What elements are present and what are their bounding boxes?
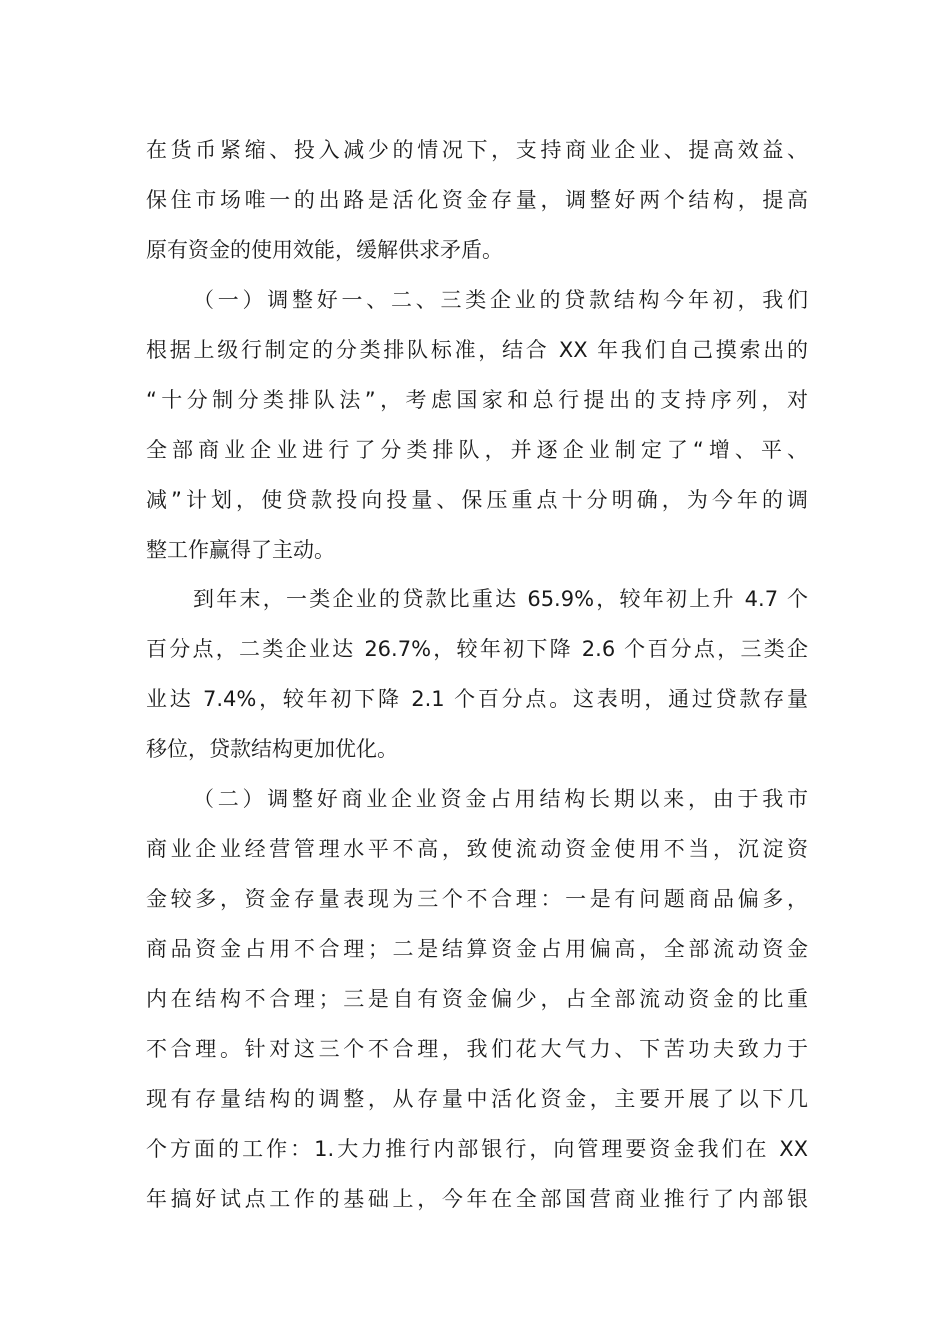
text-line: 减”计划，使贷款投向投量、保压重点十分明确，为今年的调 [146,488,808,512]
text-line: 金较多，资金存量表现为三个不合理：一是有问题商品偏多， [146,887,808,911]
text-line: （一）调整好一、二、三类企业的贷款结构今年初，我们 [193,288,808,312]
text-line: 原有资金的使用效能，缓解供求矛盾。 [146,238,503,262]
text-line: 在货币紧缩、投入减少的情况下，支持商业企业、提高效益、 [146,138,808,162]
text-line: （二）调整好商业企业资金占用结构长期以来，由于我市 [193,787,808,811]
text-line: 根据上级行制定的分类排队标准，结合 XX 年我们自己摸索出的 [146,338,808,362]
text-line: 不合理。针对这三个不合理，我们花大气力、下苦功夫致力于 [146,1037,808,1061]
text-line: 个方面的工作：1.大力推行内部银行，向管理要资金我们在 XX [146,1137,808,1161]
text-line: 到年末，一类企业的贷款比重达 65.9%，较年初上升 4.7 个 [193,587,808,611]
text-line: 移位，贷款结构更加优化。 [146,737,398,761]
text-line: 现有存量结构的调整，从存量中活化资金，主要开展了以下几 [146,1087,808,1111]
text-line: 商业企业经营管理水平不高，致使流动资金使用不当，沉淀资 [146,837,808,861]
text-line: 百分点，二类企业达 26.7%，较年初下降 2.6 个百分点，三类企 [146,637,808,661]
text-line: 保住市场唯一的出路是活化资金存量，调整好两个结构，提高 [146,188,808,212]
text-line: 年搞好试点工作的基础上，今年在全部国营商业推行了内部银 [146,1187,808,1211]
text-line: 全部商业企业进行了分类排队，并逐企业制定了“增、平、 [146,438,808,462]
text-line: 业达 7.4%，较年初下降 2.1 个百分点。这表明，通过贷款存量 [146,687,808,711]
text-line: 商品资金占用不合理；二是结算资金占用偏高，全部流动资金 [146,937,808,961]
text-line: 整工作赢得了主动。 [146,538,335,562]
text-line: 内在结构不合理；三是自有资金偏少，占全部流动资金的比重 [146,987,808,1011]
text-line: “十分制分类排队法”，考虑国家和总行提出的支持序列，对 [146,388,808,412]
